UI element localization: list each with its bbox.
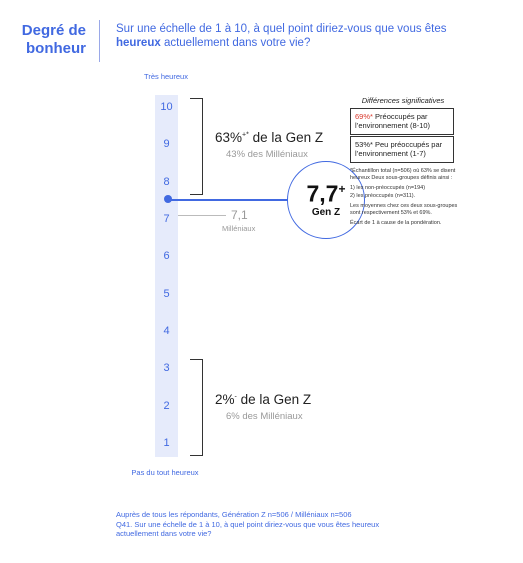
gen-z-mean-marker [164,195,172,203]
bottom-group-millennials: 6% des Milléniaux [226,410,303,422]
scale-tick-7: 7 [163,213,170,225]
title-divider [99,20,100,62]
top-range-bracket [190,98,203,195]
bottom-group-gen-z [215,392,311,407]
scale-tick-3: 3 [163,362,170,375]
difference-box-concerned [350,108,454,135]
top-group-label: de la Gen Z [248,130,324,146]
millennials-mean-line [178,215,226,216]
millennials-mean-label: Milléniaux [222,224,256,233]
gen-z-mean-number: 7,7 [306,180,339,207]
note-group-1: 1) les non-préoccupés (n=194) [350,185,426,192]
bottom-group-sup: - [234,393,237,401]
footnotes [350,168,462,230]
footer-base: Auprès de tous les répondants, Génération Z n=506 / Milléniaux n=506 [116,510,352,519]
note-means: Les moyennes chez ces deux sous-groupes sont respectivement 53% et 69%. [350,202,458,217]
scale-tick-6: 6 [163,250,170,263]
top-group-gen-z [215,130,323,145]
differences-title: Différences significatives [361,96,445,105]
bottom-group-value: 2% [215,391,235,407]
millennials-mean-value: 7,1 [231,208,248,222]
note-weighting: Écart de 1 à cause de la pondération. [350,220,442,227]
axis-bottom-label: Pas du tout heureux [131,468,199,477]
top-group-sup: +* [242,131,249,139]
section-title: Degré de bonheur [21,22,86,57]
gen-z-mean-line [168,199,288,201]
scale-tick-10: 10 [160,101,173,113]
note-group-2: 2) les préoccupés (n=311). [350,192,416,199]
difference-highlight: 69%* [355,112,373,121]
scale-tick-1: 1 [163,437,170,449]
gen-z-mean-label: Gen Z [311,206,341,218]
question-emphasis: heureux [116,37,161,49]
survey-question [116,22,456,50]
gen-z-mean-sup: + [338,182,346,196]
top-group-millennials: 43% des Milléniaux [226,149,308,161]
difference-box-unconcerned: 53%* Peu préoccupés par l’environnement (1-7) [350,136,454,163]
scale-tick-4: 4 [163,325,170,337]
bottom-group-label: de la Gen Z [236,391,312,407]
axis-top-label: Très heureux [144,72,188,81]
scale-tick-9: 9 [163,138,170,151]
scale-tick-5: 5 [163,287,170,300]
scale-tick-8: 8 [163,175,170,188]
difference-text-1: Préoccupés par l’environnement (8-10) [355,112,431,130]
top-group-value: 63% [215,130,243,146]
footer-question: Q41. Sur une échelle de 1 à 10, à quel point diriez-vous que vous êtes heureux actuellement dans votre vie? [116,520,380,538]
bottom-range-bracket [190,359,203,456]
scale-tick-2: 2 [163,399,170,412]
question-text-1: Sur une échelle de 1 à 10, à quel point diriez-vous que vous êtes [116,23,447,35]
note-groups [350,185,462,199]
note-sample: *Échantillon total (n=506) où 63% se disent heureux Deux sous-groupes définis ainsi : [350,168,456,182]
question-text-2: actuellement dans votre vie? [160,37,311,49]
